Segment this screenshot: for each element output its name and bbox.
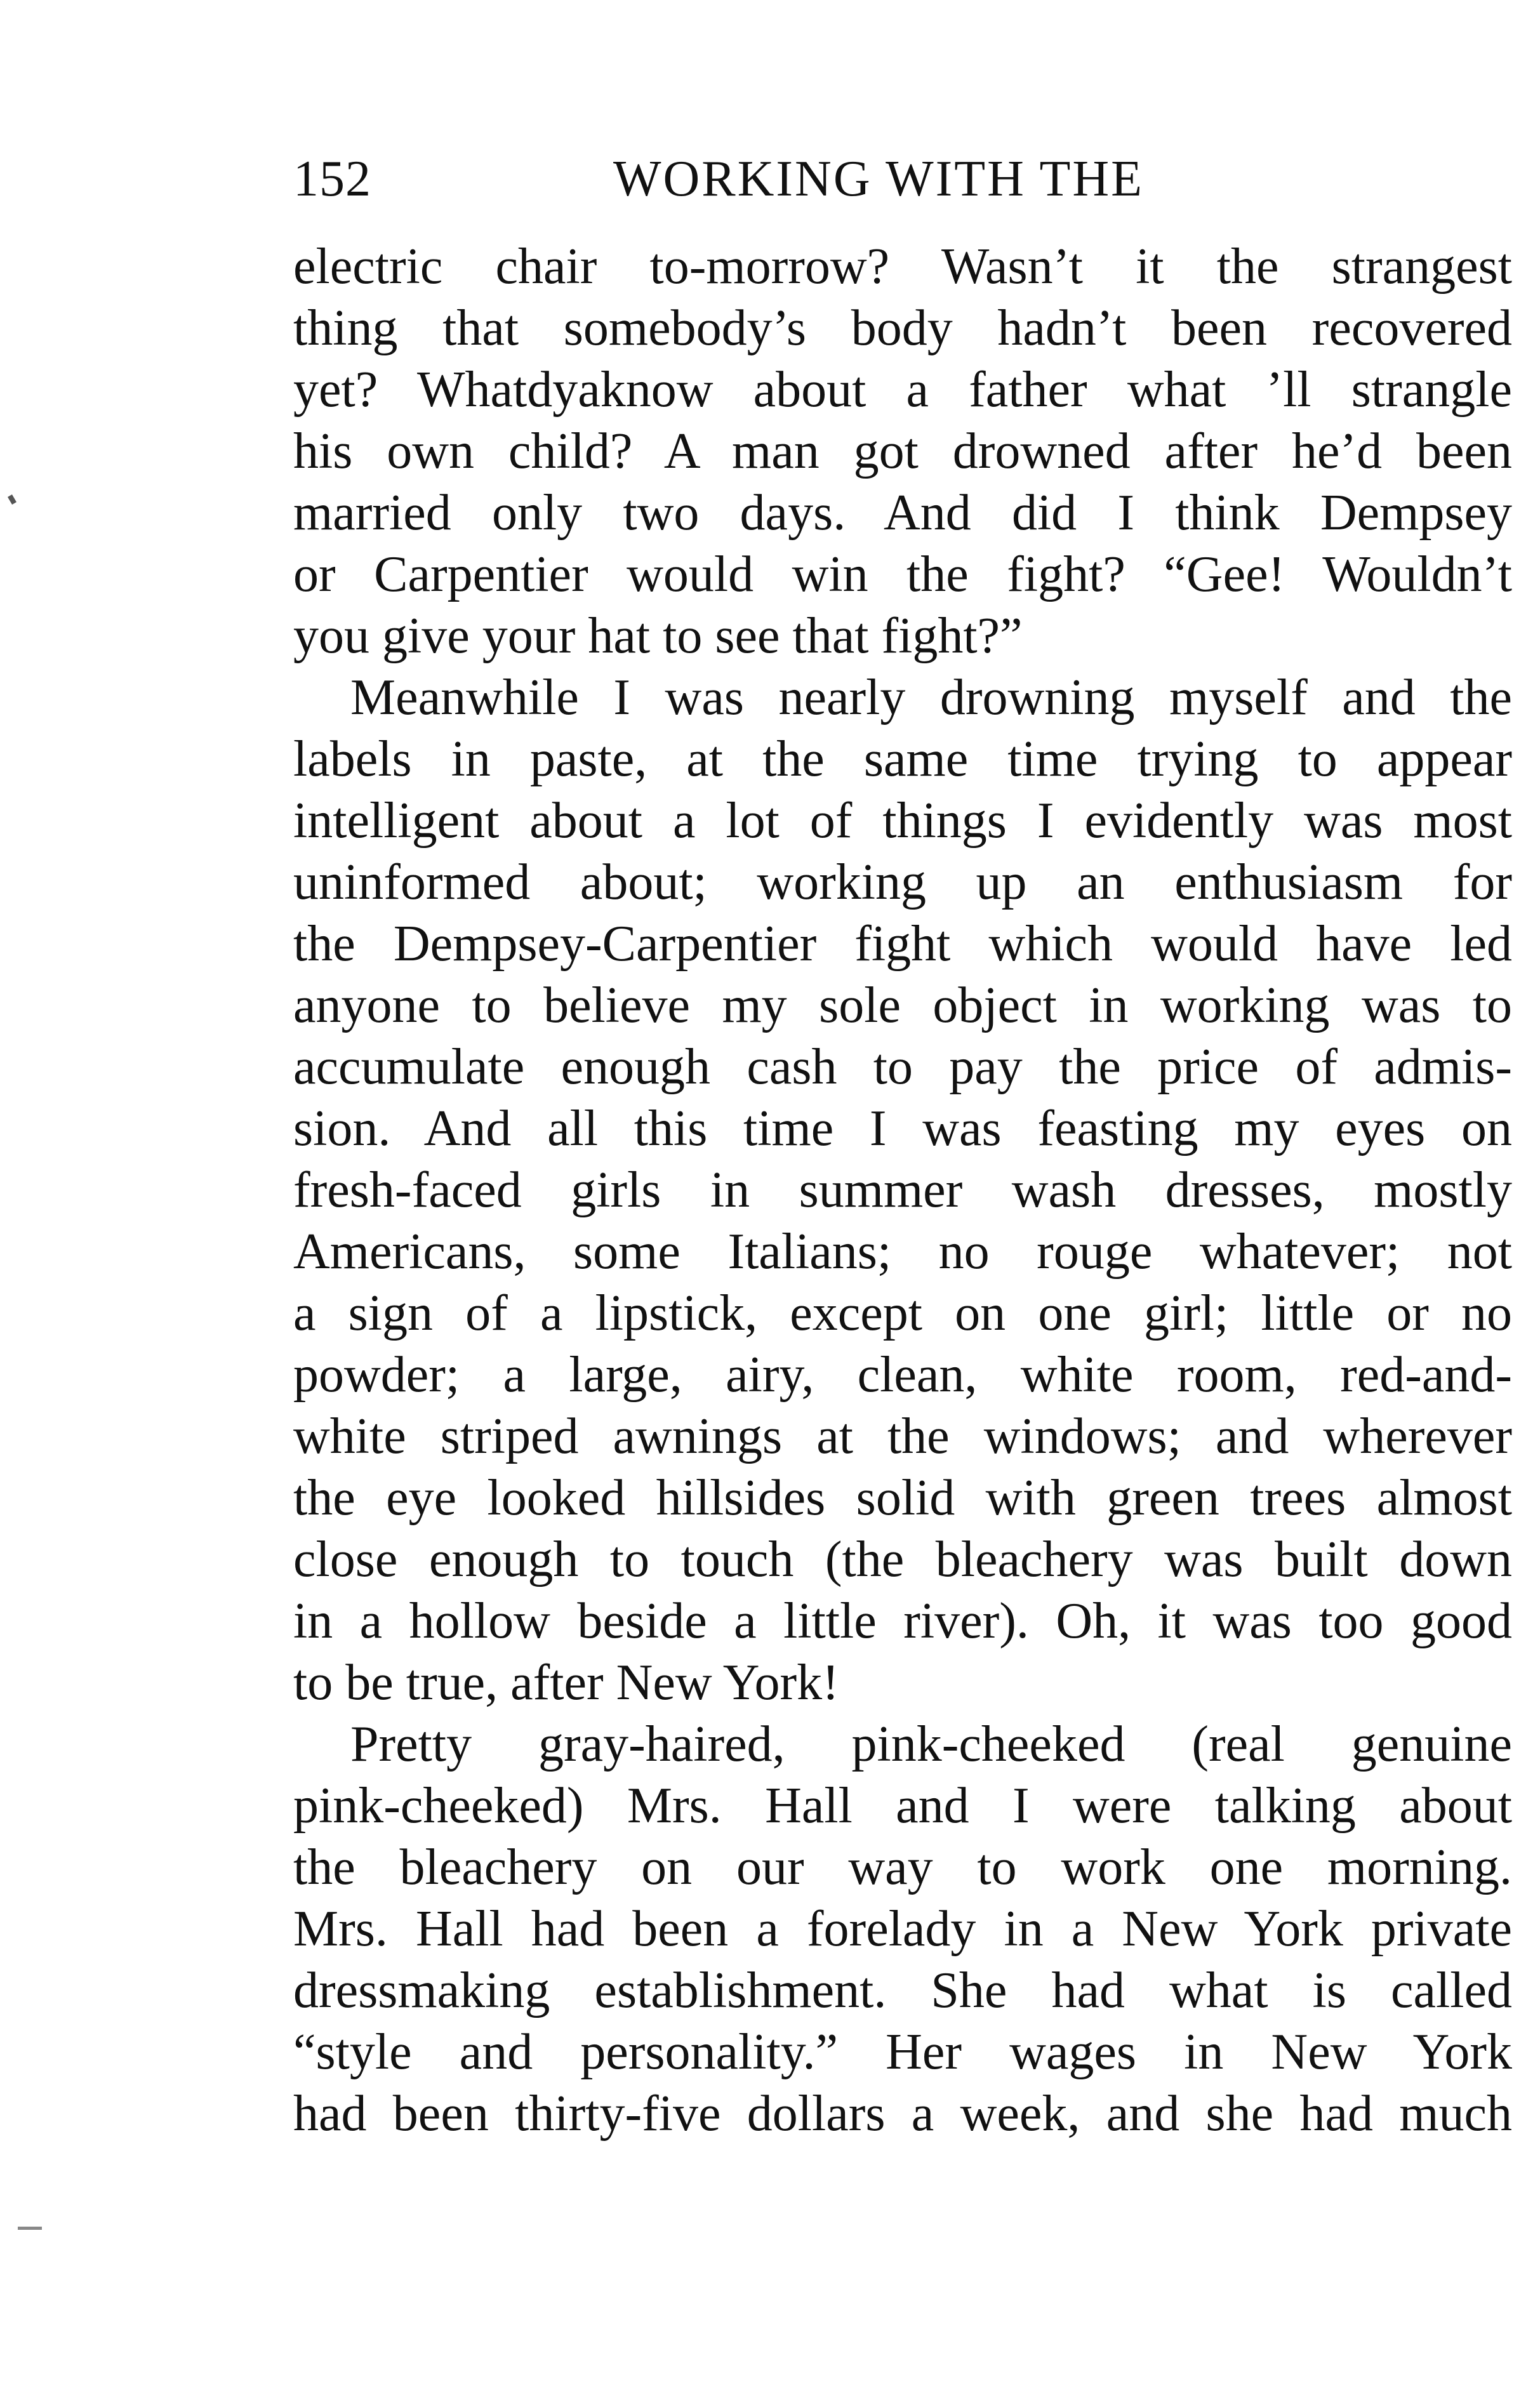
text-line: to be true, after New York! [293, 1655, 839, 1711]
text-line: Mrs. Hall had been a forelady in a New York private [293, 1901, 1512, 1957]
text-line: yet? Whatdyaknow about a father what ’ll strangle [293, 362, 1512, 418]
text-line: white striped awnings at the windows; and wherever [293, 1408, 1512, 1464]
paragraph-first-line: Meanwhile I was nearly drowning myself and the [350, 670, 1512, 725]
text-line: powder; a large, airy, clean, white room, red-and- [293, 1347, 1512, 1403]
text-line: pink-cheeked) Mrs. Hall and I were talking about [293, 1778, 1512, 1834]
text-line: a sign of a lipstick, except on one girl; little or no [293, 1285, 1512, 1341]
text-line: thing that somebody’s body hadn’t been recovered [293, 300, 1512, 356]
text-line: the bleachery on our way to work one morning. [293, 1839, 1512, 1895]
text-line: accumulate enough cash to pay the price of admis- [293, 1039, 1512, 1095]
running-head [293, 147, 1512, 211]
text-line: intelligent about a lot of things I evidently was most [293, 793, 1512, 849]
text-line: or Carpentier would win the fight? “Gee! Wouldn’t [293, 547, 1512, 602]
text-line: fresh-faced girls in summer wash dresses, mostly [293, 1162, 1512, 1218]
page-number: 152 [293, 151, 371, 207]
text-line: close enough to touch (the bleachery was built down [293, 1532, 1512, 1587]
text-line: had been thirty-five dollars a week, and she had much [293, 2086, 1512, 2142]
text-line: “style and personality.” Her wages in New York [293, 2024, 1512, 2080]
scan-speck [8, 494, 17, 505]
text-line: the Dempsey-Carpentier fight which would have led [293, 916, 1512, 972]
text-line: his own child? A man got drowned after he’d been [293, 423, 1512, 479]
text-line: electric chair to-morrow? Wasn’t it the strangest [293, 239, 1512, 295]
text-line: labels in paste, at the same time trying to appear [293, 731, 1512, 787]
text-line: you give your hat to see that fight?” [293, 608, 1023, 664]
text-line: anyone to believe my sole object in working was to [293, 977, 1512, 1033]
text-line: Americans, some Italians; no rouge whatever; not [293, 1224, 1512, 1280]
text-line: sion. And all this time I was feasting my eyes on [293, 1101, 1512, 1156]
running-title: WORKING WITH THE [613, 151, 1145, 207]
text-line: dressmaking establishment. She had what is called [293, 1963, 1512, 2018]
text-line: married only two days. And did I think Dempsey [293, 485, 1512, 541]
body-text [293, 236, 1512, 2145]
scan-speck [18, 2227, 42, 2230]
text-line: in a hollow beside a little river). Oh, it was too good [293, 1593, 1512, 1649]
paragraph-first-line: Pretty gray-haired, pink-cheeked (real genuine [350, 1716, 1512, 1772]
text-line: uninformed about; working up an enthusiasm for [293, 854, 1512, 910]
text-line: the eye looked hillsides solid with green trees almost [293, 1470, 1512, 1526]
